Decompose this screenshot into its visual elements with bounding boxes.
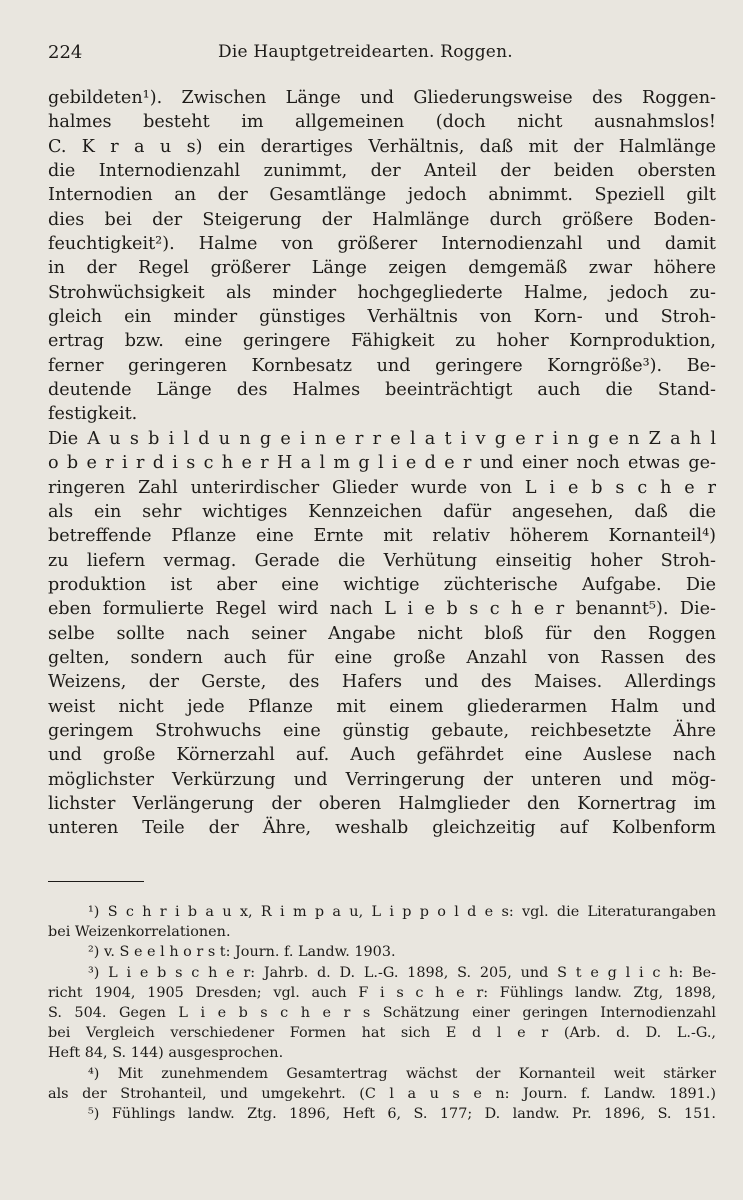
footnote-line: ¹) S c h r i b a u x, R i m p a u, L i p p o l d e s: vgl. die Literaturangaben: [88, 904, 716, 920]
body-line: in der Regel größerer Länge zeigen demgemäß zwar höhere: [48, 258, 716, 279]
body-line: zu liefern vermag. Gerade die Verhütung einseitig hoher Stroh-: [48, 550, 716, 571]
footnote-line: richt 1904, 1905 Dresden; vgl. auch F i s c h e r: Fühlings landw. Ztg, 1898,: [48, 984, 716, 1001]
body-line: lichster Verlängerung der oberen Halmglieder den Kornertrag im: [48, 793, 716, 814]
body-line: ringeren Zahl unterirdischer Glieder wurde von L i e b s c h e r: [48, 477, 716, 498]
body-line: weist nicht jede Pflanze mit einem gliederarmen Halm und: [48, 696, 716, 717]
footnote-line: bei Vergleich verschiedener Formen hat sich E d l e r (Arb. d. D. L.-G.,: [48, 1025, 716, 1042]
body-line: feuchtigkeit²). Halme von größerer Internodienzahl und damit: [48, 234, 716, 255]
body-line: produktion ist aber eine wichtige züchterische Aufgabe. Die: [48, 574, 716, 595]
body-line: geringem Strohwuchs eine günstig gebaute, reichbesetzte Ähre: [48, 720, 716, 741]
footnotes: [48, 902, 716, 1124]
body-line: C. K r a u s) ein derartiges Verhältnis, daß mit der Halmlänge: [48, 136, 716, 157]
footnote-line: als der Strohanteil, und umgekehrt. (C l a u s e n: Journ. f. Landw. 1891.): [48, 1085, 716, 1102]
body-line: möglichster Verkürzung und Verringerung der unteren und mög-: [48, 769, 716, 790]
footnote-line: ²) v. S e e l h o r s t: Journ. f. Landw. 1903.: [88, 944, 396, 961]
body-line: Weizens, der Gerste, des Hafers und des Maises. Allerdings: [48, 672, 716, 693]
footnote-line: ³) L i e b s c h e r: Jahrb. d. D. L.-G. 1898, S. 205, und S t e g l i c h: Be-: [88, 964, 716, 981]
body-text: [48, 86, 716, 841]
footnote-line: bei Weizenkorrelationen.: [48, 924, 231, 941]
body-line: gleich ein minder günstiges Verhältnis von Korn- und Stroh-: [48, 307, 716, 328]
body-line: Internodien an der Gesamtlänge jedoch abnimmt. Speziell gilt: [48, 185, 716, 206]
running-head: Die Hauptgetreidearten. Roggen.: [218, 42, 513, 62]
body-line: halmes besteht im allgemeinen (doch nicht ausnahmslos!: [48, 112, 716, 133]
page-number: 224: [48, 42, 83, 63]
page-header: [48, 42, 720, 72]
body-line: gebildeten¹). Zwischen Länge und Gliederungsweise des Roggen-: [48, 88, 716, 108]
footnote-line: ⁴) Mit zunehmendem Gesamtertrag wächst der Kornanteil weit stärker: [88, 1065, 716, 1082]
body-line: dies bei der Steigerung der Halmlänge durch größere Boden-: [48, 209, 716, 230]
body-line: Strohwüchsigkeit als minder hochgegliederte Halme, jedoch zu-: [48, 282, 716, 303]
body-line: selbe sollte nach seiner Angabe nicht bloß für den Roggen: [48, 623, 716, 644]
body-line: o b e r i r d i s c h e r H a l m g l i e d e r und einer noch etwas ge-: [48, 453, 716, 474]
footnote-divider: [48, 881, 144, 882]
footnote-line: ⁵) Fühlings landw. Ztg. 1896, Heft 6, S. 177; D. landw. Pr. 1896, S. 151.: [88, 1105, 716, 1122]
body-line: betreffende Pflanze eine Ernte mit relativ höherem Kornanteil⁴): [48, 526, 716, 547]
body-line: festigkeit.: [48, 404, 138, 425]
body-line: und große Körnerzahl auf. Auch gefährdet eine Auslese nach: [48, 745, 716, 766]
footnote-line: Heft 84, S. 144) ausgesprochen.: [48, 1045, 284, 1062]
body-line: gelten, sondern auch für eine große Anzahl von Rassen des: [48, 647, 716, 668]
body-line: ertrag bzw. eine geringere Fähigkeit zu hoher Kornproduktion,: [48, 331, 716, 352]
body-line: eben formulierte Regel wird nach L i e b s c h e r benannt⁵). Die-: [48, 599, 716, 620]
body-line: Die A u s b i l d u n g e i n e r r e l a t i v g e r i n g e n Z a h l: [48, 428, 716, 449]
body-line: die Internodienzahl zunimmt, der Anteil der beiden obersten: [48, 161, 716, 182]
body-line: unteren Teile der Ähre, weshalb gleichzeitig auf Kolbenform: [48, 818, 716, 839]
body-line: deutende Länge des Halmes beeinträchtigt auch die Stand-: [48, 380, 716, 401]
body-line: ferner geringeren Kornbesatz und geringere Korngröße³). Be-: [48, 355, 716, 376]
body-line: als ein sehr wichtiges Kennzeichen dafür angesehen, daß die: [48, 501, 716, 522]
footnote-line: S. 504. Gegen L i e b s c h e r s Schätzung einer geringen Internodienzahl: [48, 1004, 716, 1021]
